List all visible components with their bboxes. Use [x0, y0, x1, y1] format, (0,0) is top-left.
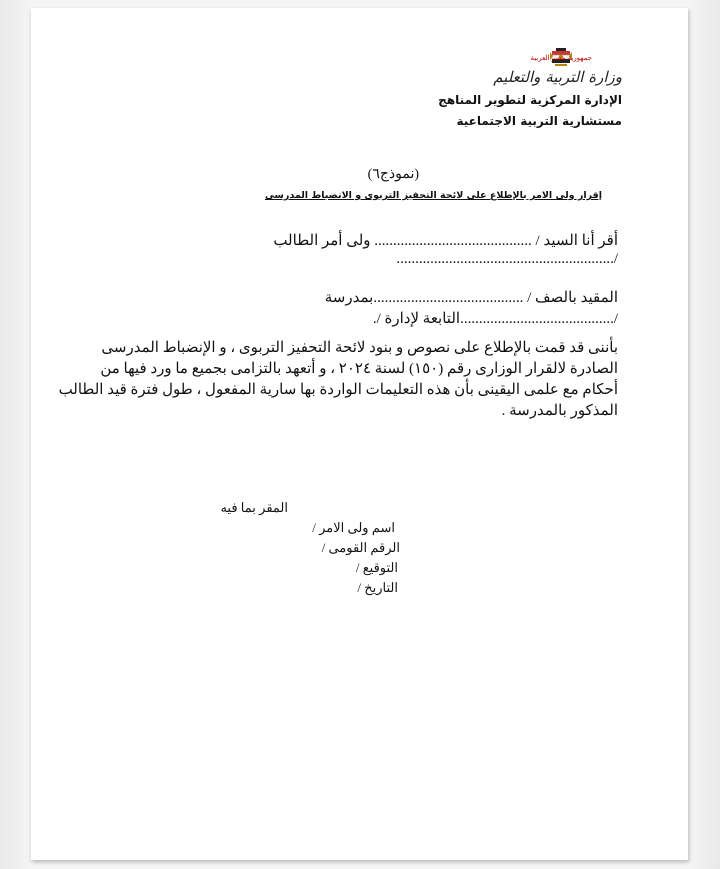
declaration-body	[58, 338, 618, 422]
form-title: إقرار ولى الامر بالإطلاع على لائحة التحفيز التربوى و الانضباط المدرسى	[264, 190, 602, 201]
counsel-name: مستشارية التربية الاجتماعية	[456, 114, 622, 128]
body-line: أحكام مع علمى اليقينى بأن هذه التعليمات الواردة بها سارية المفعول ، طول فترة قيد الطالب	[58, 382, 618, 398]
declaration-line: أقر أنا السيد / .......................................... ولى أمر الطالب	[273, 233, 618, 249]
date-field: التاريخ /	[357, 580, 398, 595]
body-line: الصادرة لالقرار الوزارى رقم (١٥٠) لسنة ٢٠٢٤ ، و أتعهد بالتزامى بجميع ما ورد فيها من	[100, 361, 618, 377]
body-line: المذكور بالمدرسة .	[501, 403, 618, 419]
logo-caption: جمهورية مصر العربية	[530, 54, 592, 62]
administration-name: الإدارة المركزية لتطوير المناهج	[438, 93, 622, 107]
document-page	[31, 8, 688, 860]
grade-school-line: المقيد بالصف / ........................................بمدرسة	[324, 290, 618, 306]
body-line: بأننى قد قمت بالإطلاع على نصوص و بنود لائحة التحفيز التربوى ، و الإنضباط المدرسى	[101, 340, 618, 356]
ministry-name: وزارة التربية والتعليم	[493, 68, 622, 86]
letterhead	[438, 46, 622, 146]
signature-field: التوقيع /	[355, 560, 398, 575]
declaration-continuation-line: /..........................................................	[396, 251, 618, 267]
guardian-name-field: اسم ولى الامر /	[312, 520, 395, 535]
administration-line: /.........................................التابعة لإدارة /.	[372, 311, 618, 327]
model-number: (نموذج٦)	[367, 167, 419, 182]
national-id-field: الرقم القومى /	[321, 540, 400, 555]
signature-heading: المقر بما فيه	[220, 500, 288, 515]
